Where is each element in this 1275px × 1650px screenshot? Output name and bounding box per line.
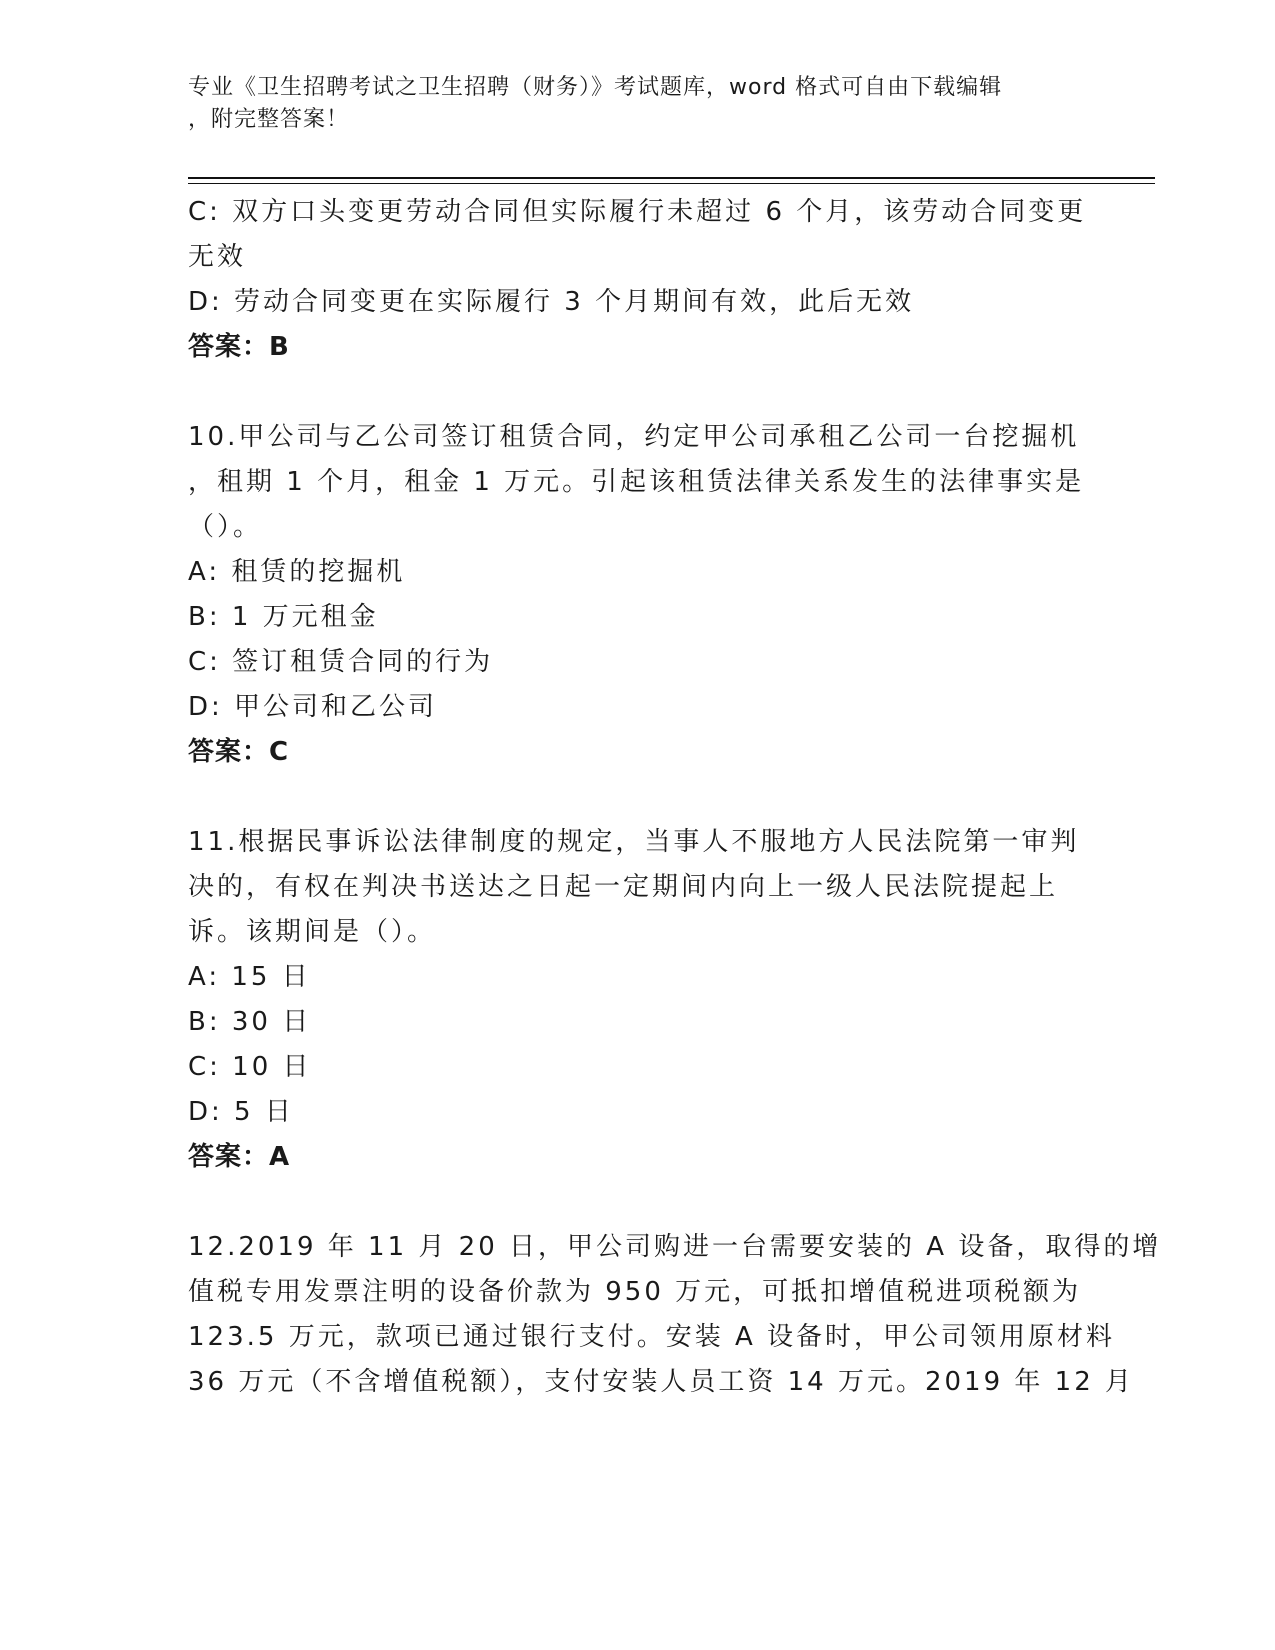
option-d: D: 劳动合同变更在实际履行 3 个月期间有效，此后无效 <box>188 287 915 317</box>
header-line-2: ，附完整答案！ <box>188 107 350 132</box>
answer: 答案：B <box>188 332 290 362</box>
spacer <box>188 1180 1088 1225</box>
question-stem-line-1: 12.2019 年 11 月 20 日，甲公司购进一台需要安装的 A 设备，取得的增 <box>188 1232 1162 1262</box>
question-stem-line-2: 值税专用发票注明的设备价款为 950 万元，可抵扣增值税进项税额为 <box>188 1277 1082 1307</box>
question-content <box>188 190 1162 1405</box>
option-a: A: 15 日 <box>188 962 311 992</box>
option-b: B: 1 万元租金 <box>188 602 379 632</box>
header-rule-thick <box>188 177 1155 179</box>
answer: 答案：A <box>188 1142 291 1172</box>
header-line-1: 专业《卫生招聘考试之卫生招聘（财务）》考试题库，word 格式可自由下载编辑 <box>188 75 1003 100</box>
spacer <box>188 370 1088 415</box>
spacer <box>188 775 1088 820</box>
option-c-line-1: C: 双方口头变更劳动合同但实际履行未超过 6 个月，该劳动合同变更 <box>188 197 1087 227</box>
question-stem-line-4: 36 万元（不含增值税额），支付安装人员工资 14 万元。2019 年 12 月 <box>188 1367 1135 1397</box>
question-stem-line-2: 决的，有权在判决书送达之日起一定期间内向上一级人民法院提起上 <box>188 872 1059 902</box>
question-12 <box>188 1225 1162 1405</box>
question-stem-line-1: 10.甲公司与乙公司签订租赁合同，约定甲公司承租乙公司一台挖掘机 <box>188 422 1080 452</box>
answer: 答案：C <box>188 737 290 767</box>
option-c: C: 10 日 <box>188 1052 312 1082</box>
option-b: B: 30 日 <box>188 1007 312 1037</box>
question-stem-line-3: （）。 <box>188 512 263 542</box>
question-9-tail <box>188 190 1088 370</box>
question-stem-line-3: 123.5 万元，款项已通过银行支付。安装 A 设备时，甲公司领用原材料 <box>188 1322 1116 1352</box>
option-d: D: 5 日 <box>188 1097 294 1127</box>
option-d: D: 甲公司和乙公司 <box>188 692 438 722</box>
question-stem-line-1: 11.根据民事诉讼法律制度的规定，当事人不服地方人民法院第一审判 <box>188 827 1080 857</box>
question-10 <box>188 415 1088 775</box>
question-stem-line-3: 诉。该期间是（）。 <box>188 917 437 947</box>
option-c: C: 签订租赁合同的行为 <box>188 647 494 677</box>
question-stem-line-2: ，租期 1 个月，租金 1 万元。引起该租赁法律关系发生的法律事实是 <box>188 467 1085 497</box>
question-11 <box>188 820 1088 1180</box>
document-header <box>188 72 1088 136</box>
option-c-line-2: 无效 <box>188 242 247 272</box>
header-rule-thin <box>188 183 1155 184</box>
option-a: A: 租赁的挖掘机 <box>188 557 406 587</box>
